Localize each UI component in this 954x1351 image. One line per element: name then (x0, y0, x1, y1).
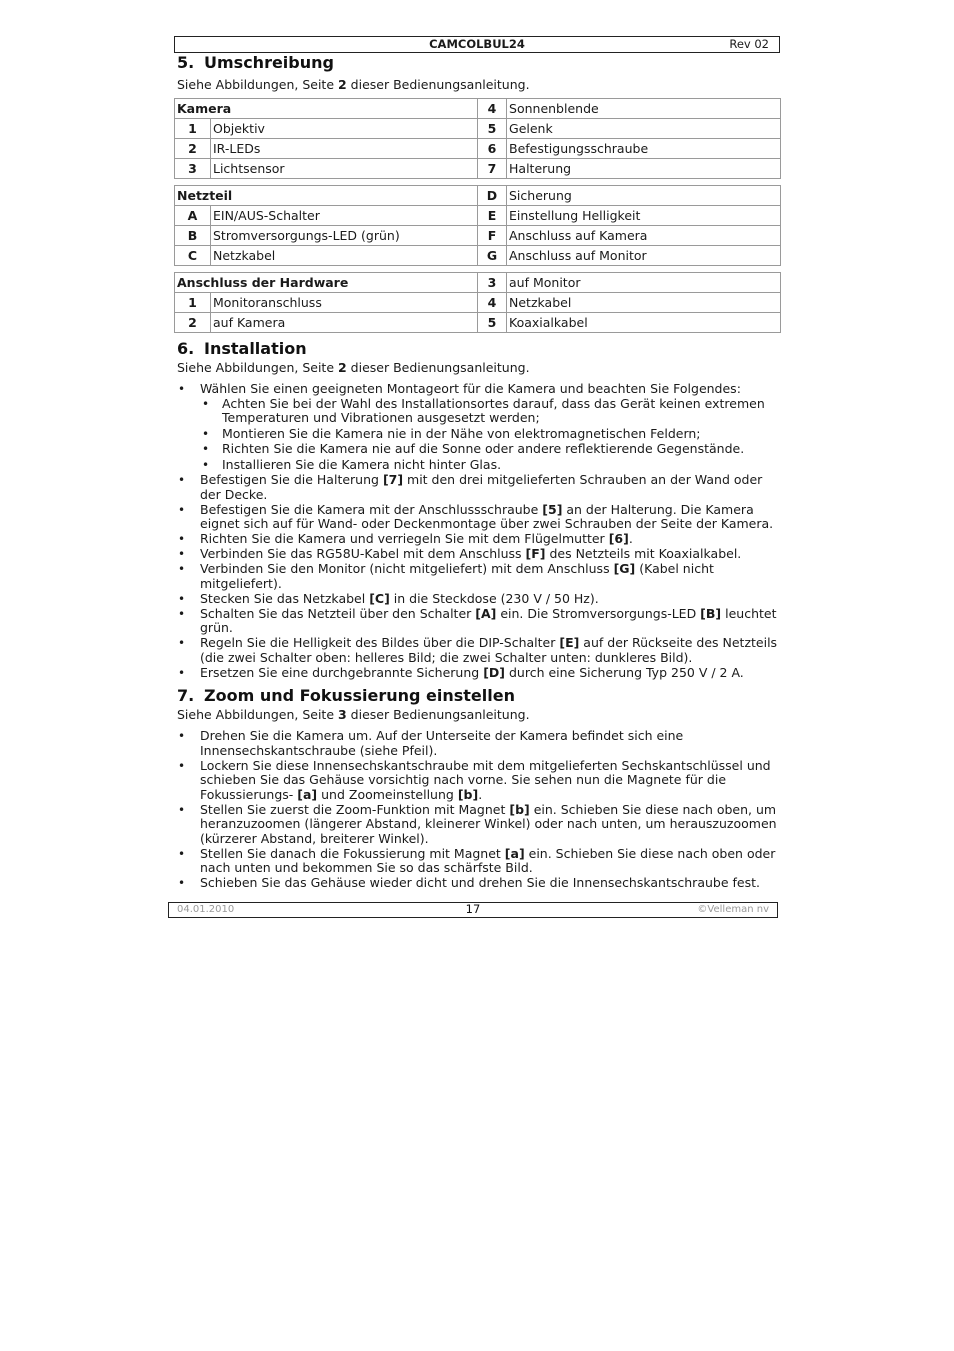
list-item-text (222, 457, 501, 472)
text-run: Befestigen Sie die Kamera mit der Anschlussschraube (200, 501, 543, 517)
item-key: 1 (175, 119, 211, 139)
item-key: D (478, 186, 507, 206)
list-item-text (200, 758, 771, 802)
list-item (174, 592, 780, 607)
table-row (175, 246, 781, 266)
text-run: Schalten Sie das Netzteil über den Schalter (200, 605, 476, 621)
item-label: Stromversorgungs-LED (grün) (211, 226, 478, 246)
list-item-text (200, 591, 599, 606)
list-item-text (200, 531, 633, 546)
bullet-icon: • (178, 876, 186, 890)
table-row (175, 313, 781, 333)
parts-table (174, 98, 781, 179)
item-label: Anschluss auf Kamera (507, 226, 781, 246)
reference-label: [7] (382, 472, 404, 487)
reference-label: [C] (369, 590, 390, 606)
item-label: EIN/AUS-Schalter (211, 206, 478, 226)
list-item-text (200, 665, 744, 680)
item-key: 5 (478, 119, 507, 139)
table-group-row (175, 186, 781, 206)
item-key: 4 (478, 293, 507, 313)
section-5-lead: Siehe Abbildungen, Seite 2 dieser Bedienungsanleitung. (177, 77, 530, 92)
group-label: Netzteil (175, 186, 478, 206)
section-title-zoom-focus: 7. Zoom und Fokussierung einstellen (177, 686, 515, 705)
sub-list (200, 397, 780, 473)
page-content (174, 52, 780, 891)
text-run: Richten Sie die Kamera nie auf die Sonne oder andere reflektierende Gegenstände. (222, 441, 745, 456)
text-run: auf der Rückseite des Netzteils (die zwei Schalter oben: helleres Bild; die zwei Schalter unten: dunkleres Bild). (200, 635, 778, 665)
list-item-text (200, 635, 777, 665)
list-item-text (200, 875, 760, 890)
text-run: Verbinden Sie das RG58U-Kabel mit dem Anschluss (200, 546, 526, 561)
text-run: Montieren Sie die Kamera nie in der Nähe von elektromagnetischen Feldern; (222, 425, 701, 441)
item-label: Sicherung (507, 186, 781, 206)
item-label: Objektiv (211, 119, 478, 139)
bullet-icon: • (178, 562, 186, 576)
bullet-icon: • (178, 758, 186, 773)
text-run: ein. Die Stromversorgungs-LED (496, 605, 701, 621)
list-item (174, 729, 780, 758)
table-group-row (175, 99, 781, 119)
item-label: Einstellung Helligkeit (507, 206, 781, 226)
list-item (174, 847, 780, 876)
bullet-icon: • (178, 606, 186, 621)
item-label: Netzkabel (507, 293, 781, 313)
reference-label: [a] (297, 786, 318, 802)
text-run: Stellen Sie zuerst die Zoom-Funktion mit Magnet (200, 801, 510, 817)
sub-list-item (200, 427, 780, 442)
text-run: Achten Sie bei der Wahl des Installationsortes darauf, dass das Gerät keinen extremen Temperaturen und Vibrationen ausgesetzt werden; (222, 395, 765, 425)
table-row (175, 293, 781, 313)
bullet-icon: • (178, 636, 186, 650)
list-item-text (200, 802, 777, 846)
item-key: B (175, 226, 211, 246)
text-run: Drehen Sie die Kamera um. Auf der Unterseite der Kamera befindet sich eine Innensechskantschraube (siehe Pfeil). (200, 728, 684, 758)
list-item (174, 562, 780, 591)
section-title-description: 5. Umschreibung (177, 53, 334, 72)
text-run: ein. Schieben Sie diese nach oben, um heranzuzoomen (längerer Abstand, kleinerer Winkel) oder nach unten, um herauszuzoomen (kürzerer Abstand, breiterer Winkel). (200, 801, 777, 846)
list-item (174, 759, 780, 803)
item-key: 5 (478, 313, 507, 333)
item-key: C (175, 246, 211, 266)
text-run: Richten Sie die Kamera und verriegeln Sie mit dem Flügelmutter (200, 531, 609, 546)
bullet-icon: • (178, 846, 186, 861)
table-row (175, 206, 781, 226)
text-run: durch eine Sicherung Typ 250 V / 2 A. (505, 664, 744, 680)
item-label: Netzkabel (211, 246, 478, 266)
item-label: Sonnenblende (507, 99, 781, 119)
text-run: Stecken Sie das Netzkabel (200, 590, 370, 606)
list-item-text (200, 561, 714, 591)
item-label: Koaxialkabel (507, 313, 781, 333)
bullet-icon: • (202, 426, 210, 441)
list-item-text (200, 546, 741, 561)
item-key: 4 (478, 99, 507, 119)
parts-table (174, 185, 781, 266)
text-run: an der Halterung. Die Kamera eignet sich auf für Wand- oder Deckenmontage über zwei Schrauben der Seite der Kamera. (200, 501, 774, 531)
installation-steps-list (174, 382, 780, 680)
reference-label: [E] (559, 635, 580, 650)
table-row (175, 226, 781, 246)
group-label: Anschluss der Hardware (175, 273, 478, 293)
bullet-icon: • (202, 396, 210, 411)
item-label: Anschluss auf Monitor (507, 246, 781, 266)
reference-label: [a] (504, 845, 525, 861)
group-label: Kamera (175, 99, 478, 119)
item-key: 2 (175, 313, 211, 333)
item-label: Halterung (507, 159, 781, 179)
bullet-icon: • (202, 457, 210, 472)
list-item (174, 876, 780, 891)
section-6-lead: Siehe Abbildungen, Seite 2 dieser Bedienungsanleitung. (177, 360, 530, 375)
zoom-focus-steps-list (174, 729, 780, 891)
table-group-row (175, 273, 781, 293)
item-key: A (175, 206, 211, 226)
bullet-icon: • (178, 591, 186, 606)
bullet-icon: • (178, 665, 186, 680)
text-run: Ersetzen Sie eine durchgebrannte Sicherung (200, 664, 484, 680)
bullet-icon: • (178, 532, 186, 546)
bullet-icon: • (178, 802, 186, 817)
text-run: Verbinden Sie den Monitor (nicht mitgeliefert) mit dem Anschluss (200, 561, 614, 576)
list-item-text (200, 728, 683, 758)
parts-tables (174, 98, 780, 333)
text-run: in die Steckdose (230 V / 50 Hz). (389, 590, 599, 606)
text-run: Regeln Sie die Helligkeit des Bildes über die DIP-Schalter (200, 635, 560, 650)
list-item (174, 532, 780, 547)
text-run: Schieben Sie das Gehäuse wieder dicht und drehen Sie die Innensechskantschraube fest. (200, 875, 760, 890)
sub-list-item (200, 442, 780, 457)
list-item (174, 636, 780, 665)
list-item-text (222, 426, 701, 441)
reference-label: [5] (542, 501, 563, 517)
text-run: mit den drei mitgelieferten Schrauben an der Wand oder der Decke. (200, 472, 763, 502)
list-item (174, 666, 780, 681)
item-key: F (478, 226, 507, 246)
list-item-text (222, 396, 765, 426)
list-item (174, 803, 780, 847)
list-item-text (200, 502, 773, 532)
text-run: Befestigen Sie die Halterung (200, 472, 383, 487)
bullet-icon: • (178, 473, 186, 487)
footer-page-number: 17 (465, 902, 481, 916)
text-run: leuchtet grün. (200, 605, 777, 635)
reference-label: [F] (525, 546, 546, 561)
text-run: des Netzteils mit Koaxialkabel. (545, 546, 742, 561)
reference-label: [b] (457, 786, 479, 802)
list-item (174, 382, 780, 472)
bullet-icon: • (178, 547, 186, 561)
item-key: 3 (175, 159, 211, 179)
section-7-lead: Siehe Abbildungen, Seite 3 dieser Bedienungsanleitung. (177, 707, 530, 722)
item-key: 1 (175, 293, 211, 313)
text-run: Stellen Sie danach die Fokussierung mit Magnet (200, 845, 505, 861)
text-run: Lockern Sie diese Innensechskantschraube mit dem mitgelieferten Sechskantschlüssel und schieben Sie das Gehäuse vorsichtig nach vorne. Sie sehen nun die Magnete für die Fokussierungs- (200, 757, 771, 802)
bullet-icon: • (178, 729, 186, 743)
text-run: (Kabel nicht mitgeliefert). (200, 561, 714, 591)
list-item-text (200, 472, 762, 502)
list-item (174, 547, 780, 562)
text-run: Installieren Sie die Kamera nicht hinter Glas. (222, 456, 502, 472)
list-item (174, 607, 780, 636)
text-run: ein. Schieben Sie diese nach oben oder nach unten und bekommen Sie so das schärfste Bild. (200, 845, 776, 875)
bullet-icon: • (202, 442, 210, 456)
list-item (174, 503, 780, 532)
item-label: auf Monitor (507, 273, 781, 293)
item-label: Monitoranschluss (211, 293, 478, 313)
footer-copyright: ©Velleman nv (697, 904, 769, 915)
reference-label: [G] (613, 561, 636, 576)
list-item-text (200, 606, 777, 636)
reference-label: [A] (475, 605, 497, 621)
bullet-icon: • (178, 382, 186, 396)
item-key: 6 (478, 139, 507, 159)
item-label: Lichtsensor (211, 159, 478, 179)
list-item (174, 473, 780, 502)
page-footer (168, 902, 778, 918)
table-row (175, 159, 781, 179)
item-key: 3 (478, 273, 507, 293)
list-item-text (222, 441, 744, 456)
item-key: G (478, 246, 507, 266)
text-run: . (478, 786, 483, 802)
header-revision: Rev 02 (729, 37, 769, 51)
item-key: 2 (175, 139, 211, 159)
text-run: Wählen Sie einen geeigneten Montageort für die Kamera und beachten Sie Folgendes: (200, 381, 741, 396)
reference-label: [B] (700, 605, 722, 621)
list-item-text (200, 381, 741, 396)
sub-list-item (200, 458, 780, 473)
reference-label: [D] (483, 664, 505, 680)
item-label: auf Kamera (211, 313, 478, 333)
sub-list-item (200, 397, 780, 426)
item-key: 7 (478, 159, 507, 179)
header-model: CAMCOLBUL24 (429, 37, 525, 51)
item-label: Befestigungsschraube (507, 139, 781, 159)
parts-table (174, 272, 781, 333)
table-row (175, 139, 781, 159)
section-title-installation: 6. Installation (177, 339, 307, 358)
item-label: IR-LEDs (211, 139, 478, 159)
text-run: und Zoomeinstellung (317, 786, 458, 802)
footer-date: 04.01.2010 (177, 904, 235, 915)
item-label: Gelenk (507, 119, 781, 139)
page-header (174, 36, 780, 53)
reference-label: [b] (509, 801, 530, 817)
table-row (175, 119, 781, 139)
bullet-icon: • (178, 502, 186, 517)
list-item-text (200, 846, 775, 876)
reference-label: [6] (608, 531, 629, 546)
text-run: . (628, 531, 633, 546)
item-key: E (478, 206, 507, 226)
